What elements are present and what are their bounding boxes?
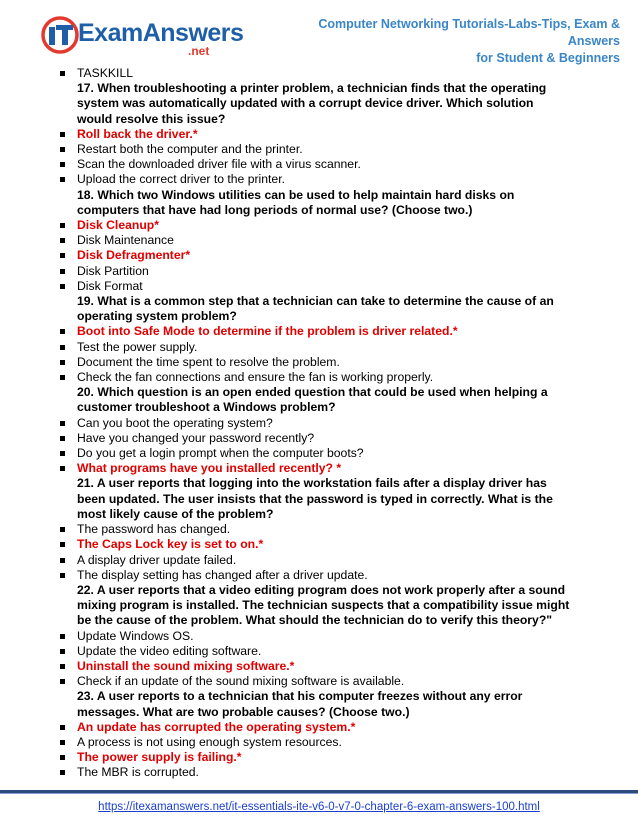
line-text: 20. Which question is an open ended question that could be used when helping a customer troubleshoot a Windows problem? (77, 385, 548, 415)
answer-option-correct (60, 659, 570, 674)
line-text: Disk Maintenance (77, 233, 174, 248)
line-text: The power supply is failing.* (77, 750, 242, 765)
line-text: Disk Defragmenter* (77, 248, 191, 263)
answer-option (60, 522, 570, 537)
bullet-icon (60, 573, 65, 578)
bullet-icon (60, 329, 65, 334)
line-text: Boot into Safe Mode to determine if the problem is driver related.* (77, 324, 458, 339)
answer-option (60, 340, 570, 355)
bullet-icon (60, 375, 65, 380)
tagline-line-1: Computer Networking Tutorials-Labs-Tips, Exam & Answers (318, 17, 620, 48)
it-logo-icon (40, 14, 80, 54)
answer-option (60, 370, 570, 385)
bullet-icon (60, 436, 65, 441)
line-text: 18. Which two Windows utilities can be used to help maintain hard disks on computers that have had long periods of normal use? (Choose two.) (77, 187, 515, 217)
answer-option-correct (60, 218, 570, 233)
line-text: Update the video editing software. (77, 643, 262, 658)
answer-option (60, 765, 570, 780)
answer-option (60, 355, 570, 370)
line-text: Can you boot the operating system? (77, 415, 273, 430)
bullet-icon (60, 679, 65, 684)
bullet-icon (60, 162, 65, 167)
line-text: Scan the downloaded driver file with a virus scanner. (77, 157, 361, 172)
bullet-icon (60, 269, 65, 274)
bullet-icon (60, 770, 65, 775)
bullet-icon (60, 725, 65, 730)
line-text: Upload the correct driver to the printer. (77, 172, 285, 187)
line-text: The display setting has changed after a driver update. (77, 567, 368, 582)
answer-option-correct (60, 720, 570, 735)
line-text: The password has changed. (77, 522, 231, 537)
line-text: Check the fan connections and ensure the fan is working properly. (77, 370, 434, 385)
line-text: TASKKILL (77, 66, 133, 80)
site-tagline (280, 16, 620, 67)
page-header (0, 0, 638, 66)
line-text: Uninstall the sound mixing software.* (77, 658, 295, 673)
answer-option (60, 553, 570, 568)
answer-option (60, 172, 570, 187)
answer-option (60, 644, 570, 659)
answer-option-correct (60, 750, 570, 765)
answer-option (60, 279, 570, 294)
bullet-icon (60, 132, 65, 137)
line-text: Have you changed your password recently? (77, 430, 315, 445)
question-text (60, 294, 570, 324)
bullet-icon (60, 284, 65, 289)
line-text: Test the power supply. (77, 339, 198, 354)
logo-suffix: .net (188, 44, 210, 58)
answer-option (60, 142, 570, 157)
line-text: Update Windows OS. (77, 628, 194, 643)
line-text: 17. When troubleshooting a printer problem, a technician finds that the operating system was automatically updated with a corrupt device driver. Which solution would resolve this issue? (77, 81, 547, 126)
line-text: Restart both the computer and the printer. (77, 142, 303, 157)
bullet-icon (60, 755, 65, 760)
exam-content (60, 66, 570, 781)
bullet-icon (60, 177, 65, 182)
answer-option-correct (60, 461, 570, 476)
bullet-icon (60, 740, 65, 745)
site-logo[interactable] (40, 14, 244, 58)
answer-option (60, 446, 570, 461)
bullet-icon (60, 649, 65, 654)
answer-option (60, 431, 570, 446)
footer-divider-accent (0, 793, 638, 794)
line-text: 21. A user reports that logging into the workstation fails after a display driver has been updated. The user insists that the password is typed in correctly. What is the most likely cause of the problem? (77, 476, 553, 521)
bullet-icon (60, 466, 65, 471)
answer-option (60, 416, 570, 431)
question-text (60, 583, 570, 629)
line-text: Document the time spent to resolve the problem. (77, 354, 340, 369)
bullet-icon (60, 238, 65, 243)
line-text: The Caps Lock key is set to on.* (77, 537, 264, 552)
line-text: Check if an update of the sound mixing software is available. (77, 674, 405, 689)
answer-option-correct (60, 324, 570, 339)
question-text (60, 476, 570, 522)
question-text (60, 385, 570, 415)
bullet-icon (60, 634, 65, 639)
question-text (60, 689, 570, 719)
line-text: 22. A user reports that a video editing program does not work properly after a sound mixing program is installed. The technician suspects that a compatibility issue might be the cause of the problem. What should the technician do to verify this theory?" (77, 582, 570, 628)
answer-option (60, 233, 570, 248)
bullet-icon (60, 558, 65, 563)
line-text: A display driver update failed. (77, 552, 237, 567)
answer-option-correct (60, 248, 570, 263)
line-text: An update has corrupted the operating system.* (77, 719, 356, 734)
answer-option (60, 264, 570, 279)
line-text: Disk Cleanup* (77, 218, 159, 233)
bullet-icon (60, 71, 65, 76)
bullet-icon (60, 421, 65, 426)
answer-option (60, 629, 570, 644)
line-text: Roll back the driver.* (77, 126, 198, 141)
answer-option (60, 735, 570, 750)
answer-option (60, 157, 570, 172)
logo-brand: ExamAnswers (78, 19, 244, 47)
answer-option (60, 66, 570, 81)
line-text: The MBR is corrupted. (77, 765, 199, 780)
bullet-icon (60, 542, 65, 547)
footer-link[interactable]: https://itexamanswers.net/it-essentials-ite-v6-0-v7-0-chapter-6-exam-answers-100.html (98, 801, 540, 813)
line-text: A process is not using enough system resources. (77, 734, 342, 749)
bullet-icon (60, 223, 65, 228)
line-text: Disk Partition (77, 263, 149, 278)
answer-option (60, 568, 570, 583)
answer-option (60, 674, 570, 689)
line-text: What programs have you installed recently? * (77, 461, 342, 476)
bullet-icon (60, 147, 65, 152)
bullet-icon (60, 345, 65, 350)
answer-option-correct (60, 537, 570, 552)
line-text: 23. A user reports to a technician that his computer freezes without any error messages. What are two probable causes? (Choose two.) (77, 689, 523, 719)
bullet-icon (60, 527, 65, 532)
question-text (60, 188, 570, 218)
line-text: 19. What is a common step that a technician can take to determine the cause of an operating system problem? (77, 294, 554, 324)
bullet-icon (60, 360, 65, 365)
bullet-icon (60, 664, 65, 669)
bullet-icon (60, 253, 65, 258)
line-text: Do you get a login prompt when the computer boots? (77, 446, 364, 461)
bullet-icon (60, 451, 65, 456)
answer-option-correct (60, 127, 570, 142)
tagline-line-2: for Student & Beginners (476, 51, 620, 65)
question-text (60, 81, 570, 127)
line-text: Disk Format (77, 278, 143, 293)
